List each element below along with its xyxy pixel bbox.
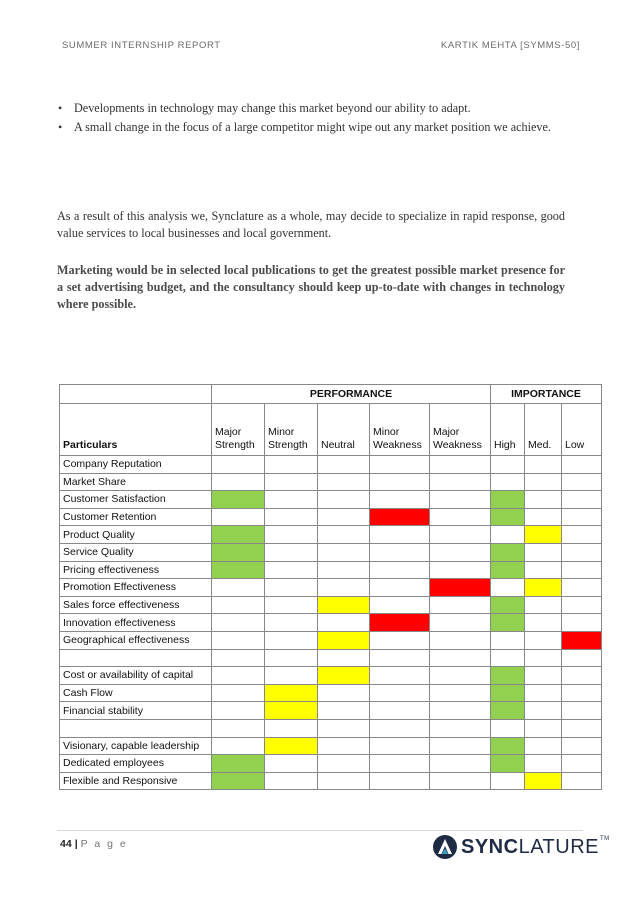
rating-cell [430, 491, 491, 509]
rating-cell-green [491, 755, 525, 773]
rating-cell [370, 667, 430, 685]
rating-cell-green [491, 508, 525, 526]
rating-cell [212, 473, 265, 491]
rating-cell [525, 491, 562, 509]
rating-cell [265, 561, 318, 579]
rating-cell [562, 456, 602, 474]
rating-cell [562, 596, 602, 614]
rating-cell [318, 543, 370, 561]
rating-cell-red [370, 508, 430, 526]
rating-cell [318, 684, 370, 702]
column-header: Neutral [318, 404, 370, 456]
column-header: High [491, 404, 525, 456]
rating-cell [430, 755, 491, 773]
rating-cell-red [370, 614, 430, 632]
rating-cell [525, 631, 562, 649]
row-label: Dedicated employees [60, 755, 212, 773]
row-label: Cash Flow [60, 684, 212, 702]
blank-header-cell [60, 385, 212, 404]
rating-cell-green [491, 702, 525, 720]
rating-cell [212, 649, 265, 667]
rating-cell-green [491, 543, 525, 561]
synclature-logo [432, 834, 610, 860]
footer-divider [57, 830, 583, 831]
row-label: Geographical effectiveness [60, 631, 212, 649]
rating-cell-green [491, 684, 525, 702]
rating-cell [562, 649, 602, 667]
column-header: Minor Strength [265, 404, 318, 456]
performance-header: PERFORMANCE [212, 385, 491, 404]
rating-cell [212, 456, 265, 474]
rating-cell [430, 719, 491, 737]
rating-cell [562, 543, 602, 561]
rating-cell [318, 719, 370, 737]
rating-cell [562, 772, 602, 790]
rating-cell [370, 473, 430, 491]
column-header: Minor Weakness [370, 404, 430, 456]
row-label: Promotion Effectiveness [60, 579, 212, 597]
rating-cell [430, 667, 491, 685]
table-row [60, 456, 602, 474]
table-row [60, 684, 602, 702]
table-row [60, 719, 602, 737]
rating-cell [562, 561, 602, 579]
bullet-item: • Developments in technology may change this market beyond our ability to adapt. [56, 100, 566, 116]
page-word: P a g e [80, 838, 128, 850]
rating-cell [430, 702, 491, 720]
rating-cell [562, 579, 602, 597]
rating-cell [430, 649, 491, 667]
table-row [60, 596, 602, 614]
marketing-paragraph: Marketing would be in selected local publications to get the greatest possible market presence for a set advertising budget, and the consultancy should keep up-to-date with changes in technology where possible. [57, 263, 565, 311]
rating-cell [562, 755, 602, 773]
rating-cell [318, 508, 370, 526]
rating-cell-green [212, 561, 265, 579]
rating-cell [430, 508, 491, 526]
rating-cell [212, 596, 265, 614]
rating-cell-yellow [525, 526, 562, 544]
page-separator: | [74, 838, 78, 850]
rating-cell [525, 755, 562, 773]
rating-cell [265, 473, 318, 491]
rating-cell [212, 737, 265, 755]
rating-cell [212, 702, 265, 720]
particulars-header: Particulars [60, 404, 212, 456]
rating-cell-green [212, 755, 265, 773]
rating-cell [212, 667, 265, 685]
rating-cell [370, 596, 430, 614]
rating-cell [491, 772, 525, 790]
row-label: Cost or availability of capital [60, 667, 212, 685]
row-label: Pricing effectiveness [60, 561, 212, 579]
row-label: Service Quality [60, 543, 212, 561]
rating-cell [370, 456, 430, 474]
rating-cell [491, 719, 525, 737]
rating-cell [430, 737, 491, 755]
rating-cell [318, 772, 370, 790]
rating-cell [318, 614, 370, 632]
table-row [60, 526, 602, 544]
rating-cell [318, 755, 370, 773]
rating-cell [562, 684, 602, 702]
row-label: Visionary, capable leadership [60, 737, 212, 755]
rating-cell [212, 579, 265, 597]
rating-cell [265, 508, 318, 526]
row-label: Customer Satisfaction [60, 491, 212, 509]
row-label: Customer Retention [60, 508, 212, 526]
rating-cell [562, 526, 602, 544]
table-row [60, 491, 602, 509]
page-number [60, 838, 128, 850]
row-label: Company Reputation [60, 456, 212, 474]
rating-cell [318, 737, 370, 755]
rating-cell [265, 755, 318, 773]
rating-cell [370, 579, 430, 597]
table-row [60, 667, 602, 685]
rating-cell [265, 614, 318, 632]
table-row [60, 543, 602, 561]
table-row [60, 702, 602, 720]
table-row [60, 561, 602, 579]
rating-cell [212, 614, 265, 632]
rating-cell [370, 702, 430, 720]
rating-cell [562, 473, 602, 491]
rating-cell [318, 649, 370, 667]
rating-cell [562, 508, 602, 526]
rating-cell-green [212, 491, 265, 509]
rating-cell [212, 684, 265, 702]
rating-cell [370, 772, 430, 790]
rating-cell [212, 508, 265, 526]
logo-wordmark: SYNCLATURE™ [461, 835, 610, 858]
rating-cell-green [491, 667, 525, 685]
rating-cell [430, 543, 491, 561]
rating-cell [265, 579, 318, 597]
rating-cell [430, 456, 491, 474]
row-label: Product Quality [60, 526, 212, 544]
performance-importance-matrix [59, 384, 602, 790]
importance-header: IMPORTANCE [491, 385, 602, 404]
rating-cell [525, 561, 562, 579]
rating-cell [562, 667, 602, 685]
rating-cell-green [491, 491, 525, 509]
rating-cell [430, 561, 491, 579]
rating-cell [430, 614, 491, 632]
table-row [60, 614, 602, 632]
rating-cell [370, 737, 430, 755]
table-row [60, 631, 602, 649]
rating-cell [430, 772, 491, 790]
rating-cell [430, 526, 491, 544]
rating-cell [491, 579, 525, 597]
rating-cell [265, 649, 318, 667]
table-row [60, 772, 602, 790]
row-label: Innovation effectiveness [60, 614, 212, 632]
rating-cell-yellow [318, 667, 370, 685]
rating-cell [370, 561, 430, 579]
rating-cell [265, 719, 318, 737]
rating-cell [265, 526, 318, 544]
rating-cell [318, 526, 370, 544]
rating-cell [370, 631, 430, 649]
rating-cell [265, 631, 318, 649]
bullet-item: • A small change in the focus of a large competitor might wipe out any market position we achieve. [56, 119, 566, 135]
table-row [60, 508, 602, 526]
rating-cell [212, 719, 265, 737]
column-header: Med. [525, 404, 562, 456]
rating-cell [525, 684, 562, 702]
rating-cell [562, 719, 602, 737]
rating-cell [491, 631, 525, 649]
rating-cell [525, 649, 562, 667]
rating-cell [265, 543, 318, 561]
table-row [60, 755, 602, 773]
rating-cell [318, 491, 370, 509]
rating-cell-yellow [265, 684, 318, 702]
page-header [62, 40, 580, 51]
analysis-paragraph: As a result of this analysis we, Synclature as a whole, may decide to specialize in rapid response, good value services to local businesses and local government. [57, 209, 565, 240]
rating-cell [562, 737, 602, 755]
rating-cell [370, 755, 430, 773]
rating-cell [491, 456, 525, 474]
rating-cell [430, 684, 491, 702]
rating-cell [265, 491, 318, 509]
rating-cell-green [212, 543, 265, 561]
rating-cell [265, 456, 318, 474]
rating-cell [525, 508, 562, 526]
rating-cell [265, 596, 318, 614]
author-name: KARTIK MEHTA [SYMMS-50] [440, 40, 580, 51]
rating-cell [370, 526, 430, 544]
rating-cell [525, 473, 562, 491]
table-row [60, 649, 602, 667]
rating-cell [370, 649, 430, 667]
rating-cell [370, 684, 430, 702]
rating-cell-red [562, 631, 602, 649]
rating-cell [525, 456, 562, 474]
rating-cell-green [212, 772, 265, 790]
row-label: Sales force effectiveness [60, 596, 212, 614]
rating-cell-yellow [265, 702, 318, 720]
rating-cell [525, 614, 562, 632]
table-row [60, 737, 602, 755]
rating-cell [525, 737, 562, 755]
rating-cell [562, 491, 602, 509]
rating-cell [430, 596, 491, 614]
rating-cell [562, 614, 602, 632]
threats-bullet-list [56, 100, 566, 138]
rating-cell-red [430, 579, 491, 597]
rating-cell-green [491, 561, 525, 579]
rating-cell [265, 772, 318, 790]
rating-cell [491, 649, 525, 667]
rating-cell [212, 631, 265, 649]
rating-cell [525, 667, 562, 685]
row-label: Financial stability [60, 702, 212, 720]
report-title: SUMMER INTERNSHIP REPORT [62, 40, 221, 51]
rating-cell-green [491, 737, 525, 755]
rating-cell-yellow [318, 596, 370, 614]
column-header: Major Weakness [430, 404, 491, 456]
column-header: Low [562, 404, 602, 456]
row-label: Market Share [60, 473, 212, 491]
rating-cell [525, 596, 562, 614]
rating-cell-yellow [318, 631, 370, 649]
rating-cell [525, 702, 562, 720]
rating-cell [318, 702, 370, 720]
rating-cell [370, 719, 430, 737]
row-label [60, 719, 212, 737]
rating-cell [318, 456, 370, 474]
rating-cell-yellow [265, 737, 318, 755]
row-label: Flexible and Responsive [60, 772, 212, 790]
table-row [60, 579, 602, 597]
synclature-logo-icon [432, 834, 458, 860]
rating-cell [525, 543, 562, 561]
table-row [60, 473, 602, 491]
rating-cell-yellow [525, 772, 562, 790]
rating-cell [370, 543, 430, 561]
rating-cell [318, 473, 370, 491]
rating-cell [265, 667, 318, 685]
row-label [60, 649, 212, 667]
rating-cell [491, 526, 525, 544]
page-number-value: 44 [60, 838, 72, 850]
rating-cell [318, 561, 370, 579]
rating-cell-yellow [525, 579, 562, 597]
rating-cell [430, 631, 491, 649]
rating-cell [562, 702, 602, 720]
rating-cell [318, 579, 370, 597]
rating-cell-green [212, 526, 265, 544]
rating-cell [491, 473, 525, 491]
rating-cell-green [491, 596, 525, 614]
rating-cell [525, 719, 562, 737]
column-header: Major Strength [212, 404, 265, 456]
rating-cell-green [491, 614, 525, 632]
rating-cell [370, 491, 430, 509]
rating-cell [430, 473, 491, 491]
